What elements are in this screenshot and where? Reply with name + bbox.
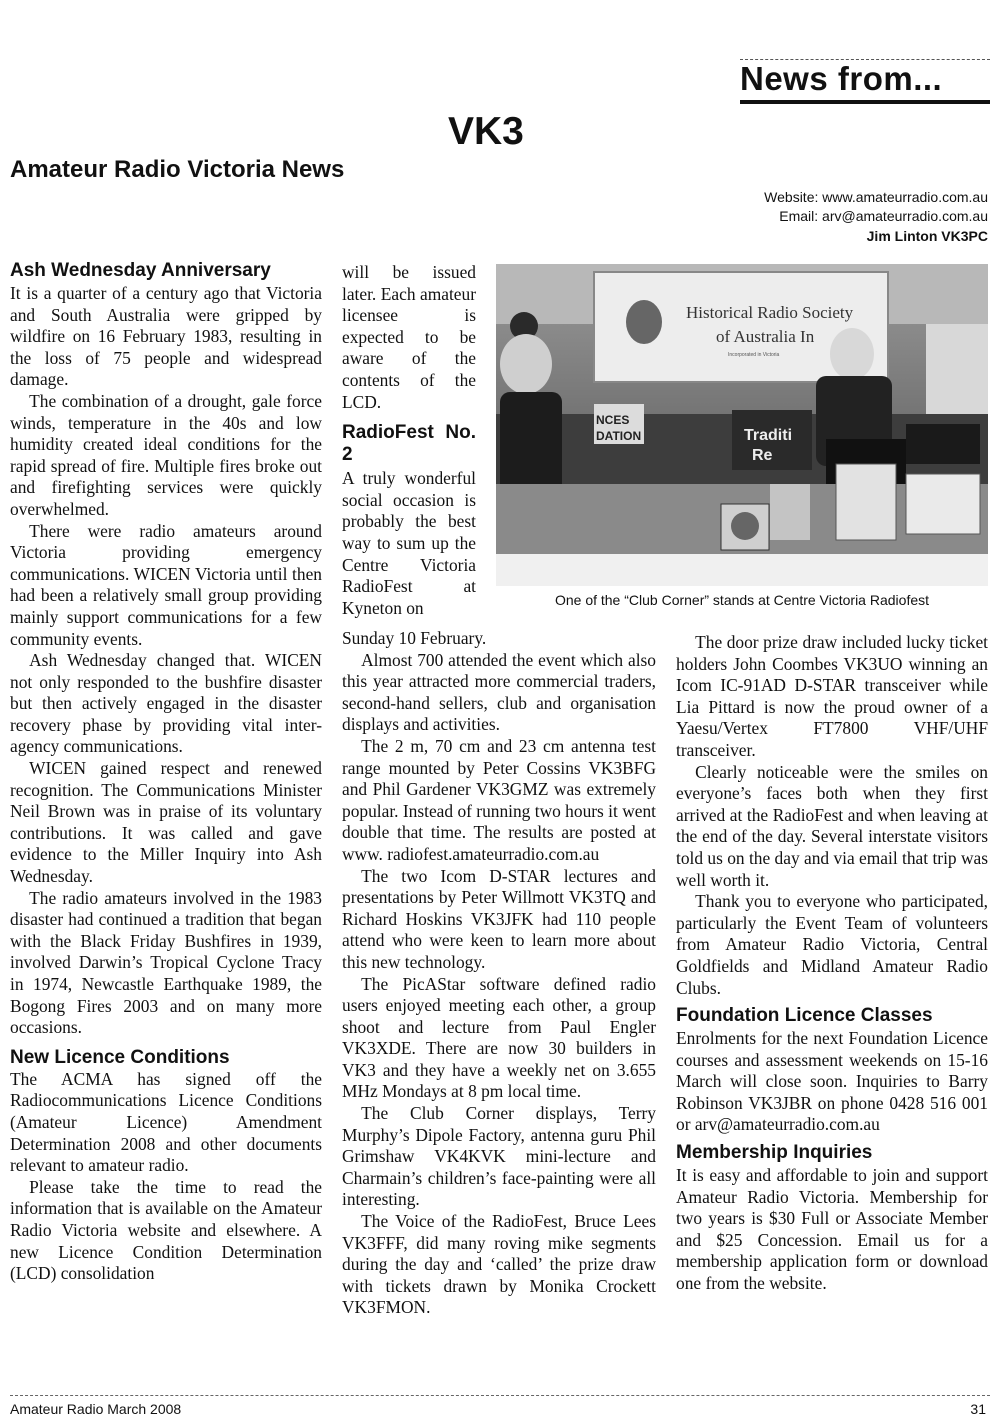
paragraph: Enrolments for the next Foundation Licence courses and assessment weekends on 15-16 March will close soon. Inquiries to Barry Robinson VK3JBR on phone 0428 516 001 or arv@amateurradio.com.au bbox=[676, 1028, 988, 1135]
sign-left-1: NCES bbox=[596, 413, 630, 427]
sign-mid-1: Traditi bbox=[744, 427, 793, 444]
paragraph: The two Icom D-STAR lectures and presentations by Peter Willmott VK3TQ and Richard Hoskins VK3JFK had 110 people attend who were keen to learn more about this new technology. bbox=[342, 865, 656, 972]
paragraph: There were radio amateurs around Victoria providing emergency communications. WICEN Victoria until then had been a relatively small group providing mainly support communications for a few community events. bbox=[10, 520, 322, 649]
paragraph: It is easy and affordable to join and support Amateur Radio Victoria. Membership for two years is $30 Full or Associate Member and $25 Concession. Email us for a membership application form or download one from the website. bbox=[676, 1165, 988, 1294]
paragraph: It is a quarter of a century ago that Victoria and South Australia were gripped by wildfire on 16 February 1983, resulting in the loss of 75 people and widespread damage. bbox=[10, 283, 322, 390]
column-3 bbox=[676, 632, 988, 1295]
paragraph: Thank you to everyone who participated, particularly the Event Team of volunteers from Amateur Radio Victoria, Central Goldfields and Midland Amateur Radio Clubs. bbox=[676, 891, 988, 998]
footer-publication: Amateur Radio March 2008 bbox=[10, 1401, 182, 1417]
club-corner-photo bbox=[496, 264, 988, 586]
sign-mid-2: Re bbox=[752, 447, 773, 464]
photo-illustration bbox=[496, 264, 988, 586]
heading-membership-inquiries: Membership Inquiries bbox=[676, 1142, 873, 1164]
heading-ash-wednesday: Ash Wednesday Anniversary bbox=[10, 260, 271, 281]
sign-left-2: DATION bbox=[596, 429, 642, 443]
paragraph: The Voice of the RadioFest, Bruce Lees VK3FFF, did many roving mike segments during the day and ‘called’ the prize draw with tickets drawn by Monika Crockett VK3FMON. bbox=[342, 1211, 656, 1318]
paragraph-continued: will be issued later. Each amateur licensee is expected to be aware of the contents of the LCD. bbox=[342, 262, 476, 412]
paragraph: A truly wonderful social occasion is probably the best way to sum up the Centre Victoria RadioFest at Kyneton on bbox=[342, 468, 476, 618]
paragraph: WICEN gained respect and renewed recognition. The Communications Minister Neil Brown was in praise of its voluntary contributions. It was called and gave evidence to the Miller Inquiry into Ash Wednesday. bbox=[10, 758, 322, 887]
region-title: VK3 bbox=[448, 110, 524, 153]
page-number: 31 bbox=[970, 1401, 986, 1417]
paragraph-continued: Sunday 10 February. bbox=[342, 628, 487, 648]
column-1 bbox=[10, 260, 322, 1285]
paragraph: The 2 m, 70 cm and 23 cm antenna test range mounted by Peter Cossins VK3BFG and Phil Gardener VK3GMZ was extremely popular. Instead of running two hours it went double that time. The results are posted at www. radiofest.amateurradio.com.au bbox=[342, 735, 656, 864]
paragraph: The radio amateurs involved in the 1983 disaster had continued a tradition that began with the Black Friday Bushfires in 1939, involved Darwin’s Tropical Cyclone Tracy in 1974, Newcastle Earthquake 1989, the Bogong Fires 2003 and on many more occasions. bbox=[10, 887, 322, 1038]
paragraph: The ACMA has signed off the Radiocommunications Licence Conditions (Amateur Licence) Amendment Determination 2008 and other documents relevant to amateur radio. bbox=[10, 1068, 322, 1176]
author-line: Jim Linton VK3PC bbox=[866, 228, 988, 244]
photo-caption: One of the “Club Corner” stands at Centre Victoria Radiofest bbox=[554, 592, 930, 608]
website-line: Website: www.amateurradio.com.au bbox=[764, 189, 988, 205]
column-2-bottom bbox=[342, 628, 656, 1319]
paragraph: Please take the time to read the information that is available on the Amateur Radio Victoria website and elsewhere. A new Licence Condition Determination (LCD) consolidation bbox=[10, 1176, 322, 1284]
column-2-top bbox=[342, 262, 476, 619]
heading-new-licence-conditions: New Licence Conditions bbox=[10, 1046, 230, 1068]
footer-rule bbox=[10, 1395, 990, 1396]
paragraph: Clearly noticeable were the smiles on everyone’s faces both when they first arrived at the RadioFest and when leaving at the end of the day. Several interstate visitors told us on the day and via email that trip was well worth it. bbox=[676, 761, 988, 890]
banner-line-1: Historical Radio Society bbox=[686, 303, 854, 322]
section-title: Amateur Radio Victoria News bbox=[10, 156, 345, 183]
banner-small-text: Incorporated in Victoria bbox=[728, 352, 780, 358]
email-line: Email: arv@amateurradio.com.au bbox=[779, 208, 988, 224]
paragraph: The PicAStar software defined radio users enjoyed meeting each other, a group shoot and lecture from Paul Engler VK3XDE. There are now 30 builders in VK3 and they have a weekly net on 3.655 MHz Mondays at 8 pm local time. bbox=[342, 973, 656, 1102]
banner-line-2: of Australia In bbox=[716, 327, 815, 346]
news-from-underline bbox=[740, 100, 990, 104]
paragraph: The combination of a drought, gale force winds, temperature in the 40s and low humidity created ideal conditions for the rapid spread of fire. Multiple fires broke out and firefighting services were quickly overwhelmed. bbox=[10, 390, 322, 519]
paragraph: Almost 700 attended the event which also this year attracted more commercial traders, second-hand sellers, club and organisation displays and activities. bbox=[342, 649, 656, 735]
paragraph: The door prize draw included lucky ticket holders John Coombes VK3UO winning an Icom IC-91AD D-STAR transceiver while Lia Pittard is now the proud owner of a Yaesu/Vertex FT7800 VHF/UHF transceiver. bbox=[676, 632, 988, 760]
heading-foundation-licence-classes: Foundation Licence Classes bbox=[676, 1005, 933, 1027]
heading-radiofest: RadioFest No. 2 bbox=[342, 422, 476, 466]
paragraph: The Club Corner displays, Terry Murphy’s Dipole Factory, antenna guru Phil Grimshaw VK4KVK mini-lecture and Charmain’s children’s face-painting were all interesting. bbox=[342, 1103, 656, 1210]
paragraph: Ash Wednesday changed that. WICEN not only responded to the bushfire disaster but then actively engaged in the disaster recovery phase by providing vital inter-agency communications. bbox=[10, 650, 322, 757]
news-from-heading: News from... bbox=[740, 60, 943, 97]
